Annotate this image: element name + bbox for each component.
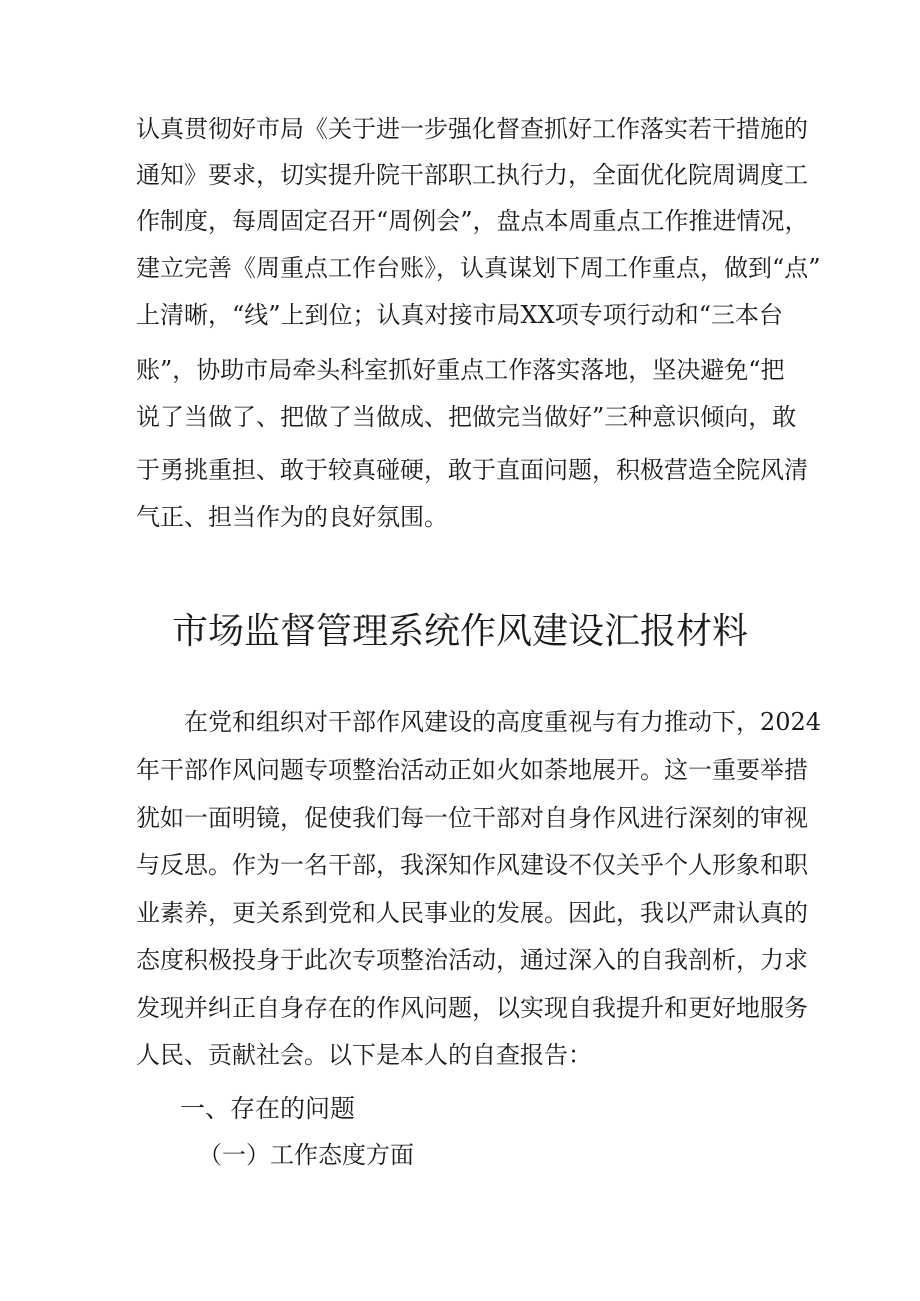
paragraph-line: 态度积极投身于此次专项整治活动，通过深入的自我剖析，力求 [136,946,808,974]
paragraph-line: 与反思。作为一名干部，我深知作风建设不仅关乎个人形象和职 [136,851,808,879]
paragraph-line: 作制度，每周固定召开“周例会”，盘点本周重点工作推进情况， [136,207,809,235]
section-heading: 一、存在的问题 [180,1094,356,1123]
paragraph-line: 业素养，更关系到党和人民事业的发展。因此，我以严肃认真的 [136,899,808,927]
document-title: 市场监督管理系统作风建设汇报材料 [171,611,748,652]
paragraph-line: 气正、担当作为的良好氛围。 [136,503,448,531]
paragraph-line: 认真贯彻好市局《关于进一步强化督查抓好工作落实若干措施的 [136,115,808,143]
paragraph-line: 犹如一面明镜，促使我们每一位干部对自身作风进行深刻的审视 [136,804,808,832]
paragraph-line: 于勇挑重担、敢于较真碰硬，敢于直面问题，积极营造全院风清 [136,456,808,484]
paragraph-line: 建立完善《周重点工作台账》，认真谋划下周工作重点，做到“点” [136,254,821,282]
paragraph-line: 账”，协助市局牵头科室抓好重点工作落实落地，坚决避免“把 [136,356,785,384]
paragraph-line: 发现并纠正自身存在的作风问题，以实现自我提升和更好地服务 [136,994,808,1022]
paragraph-line: 年干部作风问题专项整治活动正如火如荼地展开。这一重要举措 [136,756,808,784]
paragraph-line: 通知》要求，切实提升院干部职工执行力，全面优化院周调度工 [136,161,808,189]
paragraph-line: 人民、贡献社会。以下是本人的自查报告： [136,1041,592,1069]
paragraph-line: 上清晰，“线”上到位；认真对接市局XX项专项行动和“三本台 [136,301,783,329]
subsection-heading: （一）工作态度方面 [198,1141,414,1169]
paragraph-line: 在党和组织对干部作风建设的高度重视与有力推动下，2024 [184,708,822,736]
paragraph-line: 说了当做了、把做了当做成、把做完当做好”三种意识倾向，敢 [136,403,797,431]
